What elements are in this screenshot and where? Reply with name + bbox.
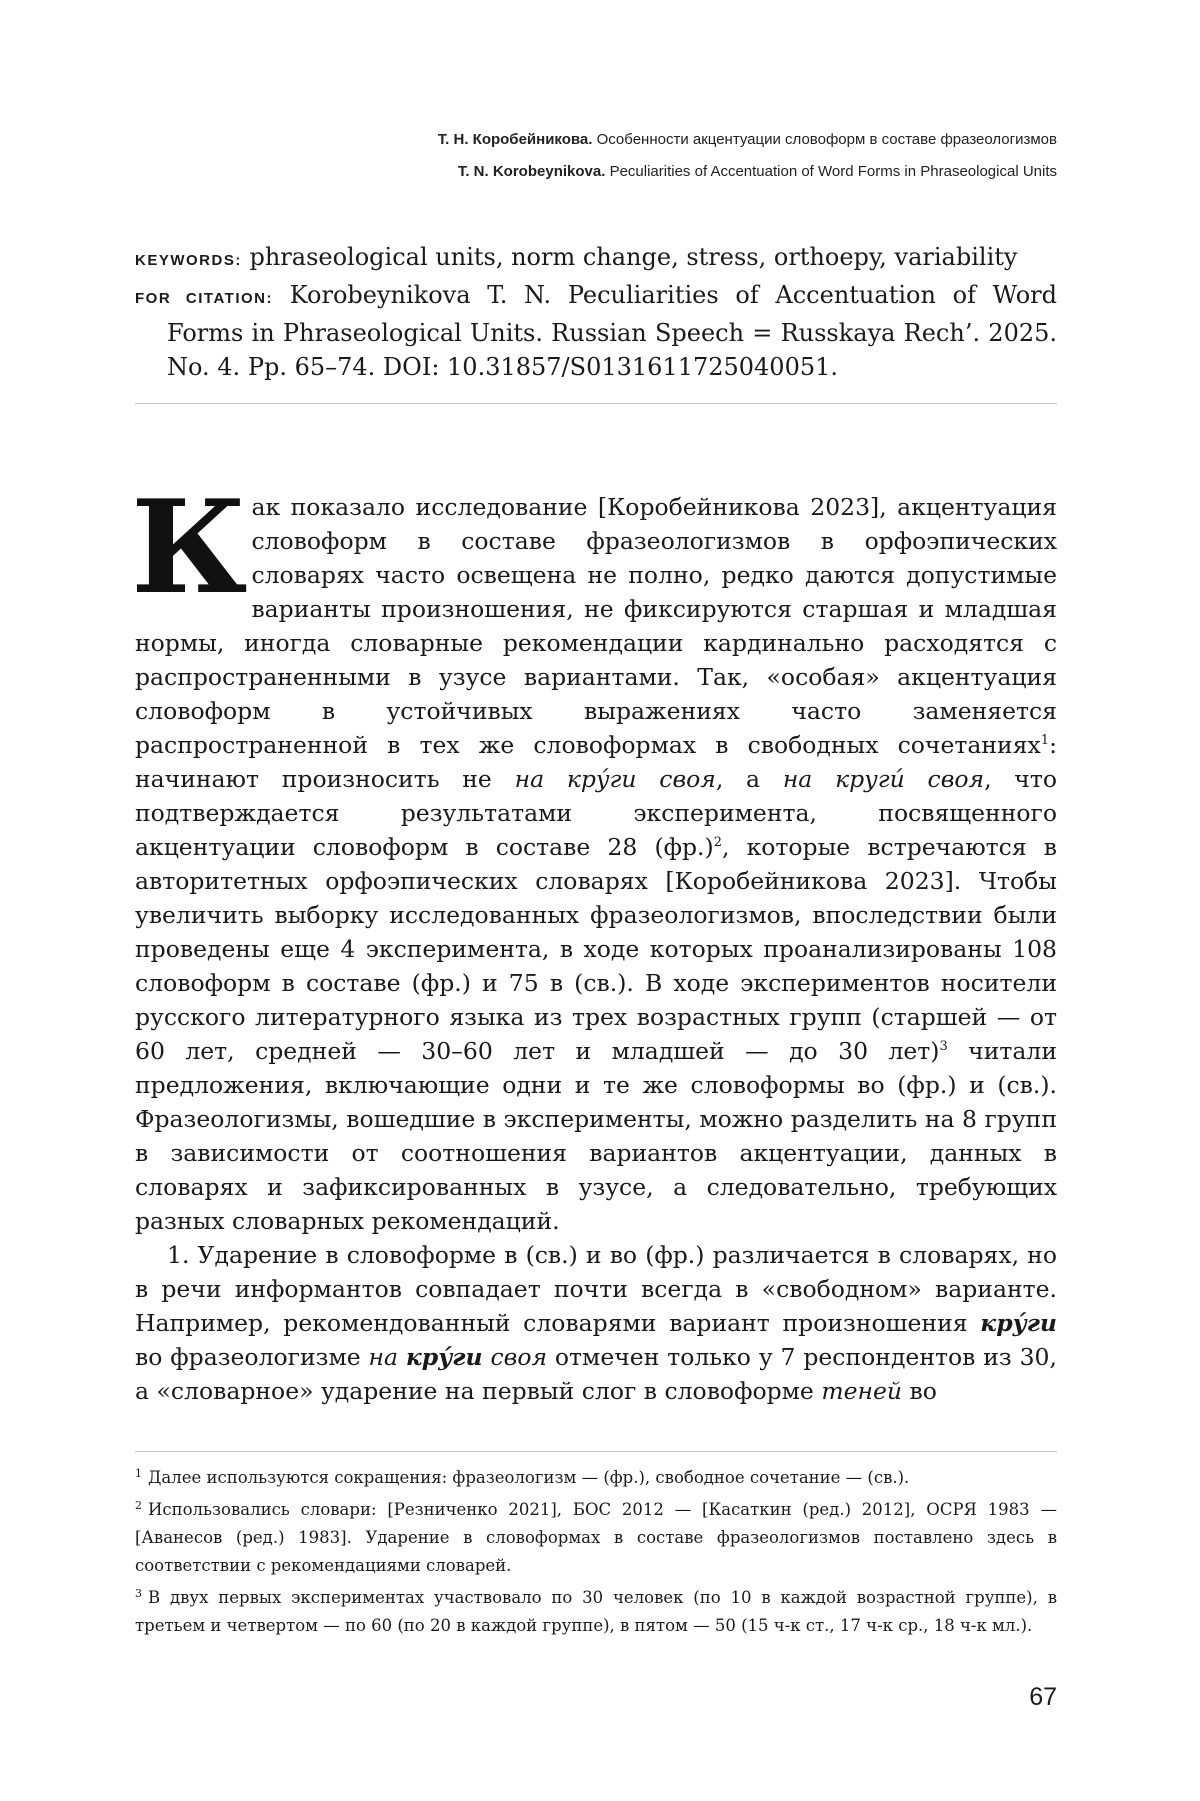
- p2-keyword-2: кру́ги: [405, 1343, 483, 1371]
- article-body: [131, 473, 1057, 1408]
- article-metadata: [135, 240, 1057, 384]
- p2-text-a: 1. Ударение в словоформе в (св.) и во (фр.) различается в словарях, но в речи информантов совпадает почти всегда в «свободном» варианте. Например, рекомендованный словарями вариант произношения: [135, 1241, 1057, 1337]
- body-paragraph-1: [131, 473, 1057, 1238]
- journal-page: [131, 0, 1057, 1801]
- footnote-divider: [135, 1451, 1057, 1452]
- running-head-ru-title: Особенности акцентуации словоформ в составе фразеологизмов: [596, 131, 1057, 148]
- p1-example-1: на кру́ги своя: [514, 765, 716, 793]
- p2-example-3: теней: [821, 1377, 903, 1405]
- p1-text-e: , которые встречаются в авторитетных орфоэпических словарях [Коробейникова 2023]. Чтобы увеличить выборку исследованных фразеологизмов, впоследствии были проведены еще 4 эксперимента, в ходе которых проанализированы 108 словоформ в составе (фр.) и 75 в (св.). В ходе экспериментов носители русского литературного языка из трех возрастных групп (старшей — от 60 лет, средней — 30–60 лет и младшей — до 30 лет): [135, 833, 1057, 1065]
- p1-text-c: , а: [715, 765, 783, 793]
- p1-text-b: : начинают произносить не: [135, 731, 1057, 793]
- p1-text-d: , что подтверждается результатами эксперимента, посвященного акцентуации словоформ в составе 28 (фр.): [135, 765, 1057, 861]
- running-head-ru: [438, 124, 1057, 156]
- running-head-en-author: T. N. Korobeynikova.: [457, 163, 606, 180]
- citation-text: Korobeynikova T. N. Peculiarities of Accentuation of Word Forms in Phraseological Units. Russian Speech = Russkaya Rech’. 2025. No. 4. Pp. 65–74. DOI: 10.31857/S0131611725040051.: [167, 281, 1057, 381]
- p2-example-end: своя: [482, 1343, 548, 1371]
- running-head-en-title: Peculiarities of Accentuation of Word Forms in Phraseological Units: [609, 163, 1057, 180]
- p2-text-b: во фразеологизме: [135, 1343, 369, 1371]
- footnote-text: Далее используются сокращения: фразеологизм — (фр.), свободное сочетание — (св.).: [148, 1468, 910, 1487]
- drop-cap: К: [131, 473, 248, 623]
- p1-text-a: ак показало исследование [Коробейникова 2023], акцентуация словоформ в составе фразеологизмов в орфоэпических словарях часто освещена не полно, редко даются допустимые варианты произношения, не фиксируются старшая и младшая нормы, иногда словарные рекомендации кардинально расходятся с распространенными в узусе вариантами. Так, «особая» акцентуация словоформ в устойчивых выражениях часто заменяется распространенной в тех же словоформах в свободных сочетаниях: [135, 493, 1057, 759]
- running-head-en: [438, 156, 1057, 188]
- page-number: 67: [1029, 1683, 1057, 1711]
- footnote-1: [135, 1464, 1057, 1492]
- footnote-number: 3: [135, 1586, 142, 1600]
- footnote-ref-1: 1: [1040, 733, 1050, 749]
- footnote-number: 2: [135, 1498, 142, 1512]
- footnote-number: 1: [135, 1466, 142, 1480]
- p2-example-start: на: [368, 1343, 406, 1371]
- footnote-2: [135, 1496, 1057, 1580]
- p2-keyword-1: кру́ги: [980, 1309, 1057, 1337]
- citation-line: [135, 278, 1057, 384]
- p1-text-f: читали предложения, включающие одни и те же словоформы во (фр.) и (св.). Фразеологизмы, вошедшие в эксперименты, можно разделить на 8 групп в зависимости от соотношения вариантов акцентуации, данных в словарях и зафиксированных в узусе, а следовательно, требующих разных словарных рекомендаций.: [135, 1037, 1057, 1235]
- metadata-divider: [135, 403, 1057, 404]
- p1-example-2: на круги́ своя: [782, 765, 985, 793]
- footnote-text: Использовались словари: [Резниченко 2021], БОС 2012 — [Касаткин (ред.) 2012], ОСРЯ 1983 — [Аванесов (ред.) 1983]. Ударение в словоформах в составе фразеологизмов поставлено здесь в соответствии с рекомендациями словарей.: [135, 1500, 1057, 1575]
- footnote-3: [135, 1584, 1057, 1640]
- citation-label: FOR CITATION:: [135, 290, 274, 307]
- running-head-ru-author: Т. Н. Коробейникова.: [437, 131, 593, 148]
- body-paragraph-2: [135, 1238, 1057, 1408]
- p2-text-d: во: [902, 1377, 937, 1405]
- keywords-line: [135, 240, 1057, 278]
- running-head: [438, 124, 1057, 188]
- footnote-ref-3: 3: [939, 1039, 948, 1055]
- keywords-label: KEYWORDS:: [135, 252, 242, 269]
- footnote-text: В двух первых экспериментах участвовало по 30 человек (по 10 в каждой возрастной группе), в третьем и четвертом — по 60 (по 20 в каждой группе), в пятом — 50 (15 ч-к ст., 17 ч-к ср., 18 ч-к мл.).: [135, 1588, 1057, 1635]
- footnote-ref-2: 2: [713, 835, 722, 851]
- footnotes: [135, 1464, 1057, 1644]
- p2-text-c: отмечен только у 7 респондентов из 30, а «словарное» ударение на первый слог в словоформе: [135, 1343, 1057, 1405]
- keywords-text: phraseological units, norm change, stress, orthoepy, variability: [249, 243, 1018, 271]
